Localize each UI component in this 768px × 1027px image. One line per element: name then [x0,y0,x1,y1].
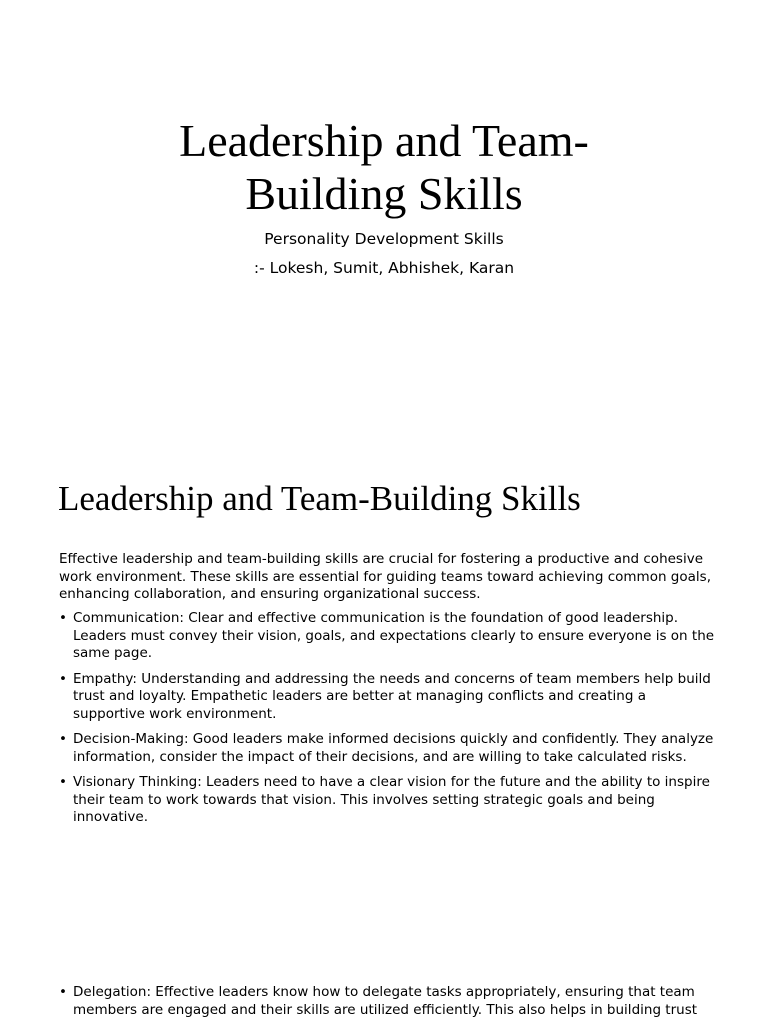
bullet-text: Delegation: Effective leaders know how to delegate tasks appropriately, ensuring that team members are engaged and their skills are utilized efficiently. This also helps in building trust [73,984,698,1018]
bullet-item [59,610,719,663]
bullet-icon: • [59,610,67,626]
bullet-icon: • [59,774,67,790]
bullet-icon: • [59,670,67,687]
bullet-icon: • [59,984,67,1000]
bullet-list [59,984,719,1027]
content-slide-title: Leadership and Team-Building Skills [58,479,581,518]
content-slide [0,432,768,864]
bullet-list [59,610,719,835]
bullet-item [59,774,719,827]
bullet-icon: • [59,731,67,747]
title-slide [0,0,768,432]
slide-authors: :- Lokesh, Sumit, Abhishek, Karan [253,259,515,277]
slide-title-line-1: Leadership and Team- [179,115,589,166]
bullet-text: Visionary Thinking: Leaders need to have a clear vision for the future and the ability to inspire their team to work towards that vision. This involves setting strategic goals and being innovative. [73,774,710,825]
bullet-item [59,984,719,1019]
slide-subtitle: Personality Development Skills [264,230,504,248]
bullet-item [59,671,719,724]
bullet-text: Decision-Making: Good leaders make informed decisions quickly and confidently. They analyze information, consider the impact of their decisions, and are willing to take calculated risks. [73,731,714,765]
slide-title [0,114,768,220]
slide-title-line-2: Building Skills [245,168,523,219]
bullet-item [59,731,719,766]
intro-paragraph: Effective leadership and team-building skills are crucial for fostering a productive and cohesive work environment. These skills are essential for guiding teams toward achieving common goals, enhancing collaboration, and ensuring organizational success. [59,551,711,602]
bullet-text: Communication: Clear and effective communication is the foundation of good leadership. Leaders must convey their vision, goals, and expectations clearly to ensure everyone is on the same page. [73,610,715,661]
bullet-text: Empathy: Understanding and addressing the needs and concerns of team members help build trust and loyalty. Empathetic leaders are better at managing conflicts and creating a supportive work environment. [73,670,711,722]
continuation-slide [0,864,768,1024]
